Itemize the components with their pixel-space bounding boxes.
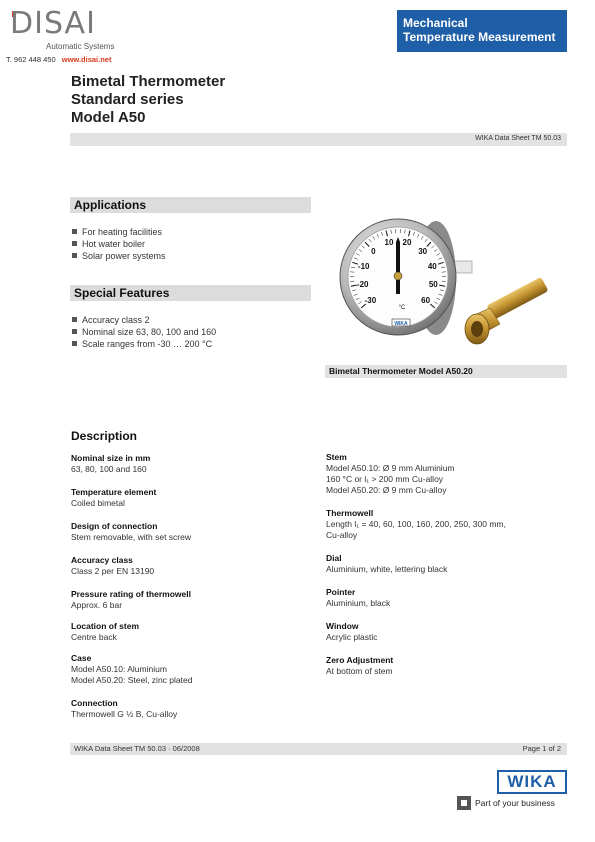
contact-line	[6, 55, 111, 64]
scale-label: 40	[427, 262, 437, 271]
pointer-hub	[394, 272, 402, 280]
spec-value: Model A50.10: Aluminium	[71, 664, 167, 674]
thermowell	[465, 277, 548, 344]
spec-label: Dial	[326, 553, 342, 563]
spec-value: Coiled bimetal	[71, 498, 125, 508]
spec-value: Model A50.20: Steel, zinc plated	[71, 675, 193, 685]
spec-label: Location of stem	[71, 621, 140, 631]
spec-label: Design of connection	[71, 521, 158, 531]
unit-label: °C	[398, 305, 406, 311]
scale-label: -20	[356, 279, 369, 289]
scale-label: 20	[402, 238, 412, 248]
image-caption: Bimetal Thermometer Model A50.20	[329, 366, 473, 376]
scale-label: 30	[418, 246, 428, 256]
spec-block	[71, 487, 192, 509]
spec-value: Model A50.10: Ø 9 mm Aluminium	[326, 463, 455, 473]
spec-block	[71, 555, 192, 577]
list-item: Scale ranges from -30 … 200 °C	[72, 338, 216, 350]
spec-block	[71, 621, 192, 643]
special-features-heading: Special Features	[74, 286, 170, 300]
spec-block	[326, 553, 506, 575]
footer-datasheet-ref: WIKA Data Sheet TM 50.03 · 06/2008	[74, 744, 200, 753]
list-item: Accuracy class 2	[72, 314, 216, 326]
spec-value: Stem removable, with set screw	[71, 532, 191, 542]
phone-number: T. 962 448 450	[6, 55, 56, 64]
applications-heading: Applications	[74, 198, 147, 212]
list-item: For heating facilities	[72, 226, 166, 238]
spec-label: Stem	[326, 452, 347, 462]
spec-value: Model A50.20: Ø 9 mm Cu-alloy	[326, 485, 447, 495]
footer-bar	[70, 743, 567, 755]
spec-label: Case	[71, 653, 92, 663]
spec-block	[71, 698, 192, 720]
scale-label: 50	[428, 279, 438, 289]
gauge-pointer	[396, 237, 400, 294]
spec-label: Temperature element	[71, 487, 157, 497]
spec-value: Centre back	[71, 632, 117, 642]
list-item: Nominal size 63, 80, 100 and 160	[72, 326, 216, 338]
spec-block	[71, 521, 192, 543]
spec-block	[71, 453, 192, 475]
spec-value: 160 °C or l₁ > 200 mm Cu-alloy	[326, 474, 444, 484]
spec-label: Window	[326, 621, 359, 631]
category-line-1: Mechanical	[403, 16, 468, 30]
wika-logo-text: WIKA	[507, 772, 557, 791]
datasheet-ref: WIKA Data Sheet TM 50.03	[475, 135, 561, 142]
spec-value: Cu-alloy	[326, 530, 358, 540]
description-right-column	[326, 452, 506, 677]
spec-label: Connection	[71, 698, 118, 708]
square-icon	[457, 796, 471, 810]
scale-label: -30	[364, 296, 377, 306]
list-item: Hot water boiler	[72, 238, 166, 250]
spec-label: Pressure rating of thermowell	[71, 589, 191, 599]
scale-label: 0	[371, 246, 376, 256]
page-number: Page 1 of 2	[522, 744, 561, 753]
spec-block	[71, 653, 192, 686]
spec-value: Acrylic plastic	[326, 632, 378, 642]
spec-value: Aluminium, black	[326, 598, 391, 608]
spec-label: Accuracy class	[71, 555, 133, 565]
website-link[interactable]: www.disai.net	[61, 55, 112, 64]
spec-value: Aluminium, white, lettering black	[326, 564, 448, 574]
spec-block	[326, 621, 506, 643]
category-banner	[397, 10, 567, 52]
description-heading: Description	[71, 429, 138, 443]
spec-block	[71, 589, 192, 611]
datasheet-bar	[70, 133, 567, 146]
logo-subtitle: Automatic Systems	[46, 42, 115, 51]
spec-block	[326, 508, 506, 541]
spec-block	[326, 587, 506, 609]
title-line-3: Model A50	[71, 109, 146, 126]
spec-label: Nominal size in mm	[71, 453, 151, 463]
scale-label: 10	[384, 238, 394, 248]
special-features-heading-bar	[70, 285, 311, 301]
list-item: Solar power systems	[72, 250, 166, 262]
special-features-list	[72, 314, 216, 350]
applications-list	[72, 226, 166, 262]
spec-value: 63, 80, 100 and 160	[71, 464, 147, 474]
wika-logo	[497, 770, 567, 794]
image-caption-bar	[325, 365, 567, 378]
spec-label: Zero Adjustment	[326, 655, 394, 665]
spec-value: Class 2 per EN 13190	[71, 566, 155, 576]
tagline-text: Part of your business	[475, 798, 555, 808]
spec-value: Approx. 6 bar	[71, 600, 123, 610]
spec-block	[326, 452, 506, 496]
category-line-2: Temperature Measurement	[403, 30, 556, 44]
description-left-column	[71, 453, 192, 720]
spec-value: Thermowell G ½ B, Cu-alloy	[71, 709, 178, 719]
dial-brand: WIKA	[394, 321, 408, 327]
tagline	[457, 796, 569, 810]
title-line-2: Standard series	[71, 91, 184, 108]
logo-word: DISAI	[10, 6, 96, 41]
title-line-1: Bimetal Thermometer	[71, 73, 226, 90]
spec-value: At bottom of stem	[326, 666, 393, 676]
spec-value: Length l₁ = 40, 60, 100, 160, 200, 250, 300 mm,	[326, 519, 506, 529]
thermometer-illustration	[330, 212, 562, 360]
spec-label: Thermowell	[326, 508, 374, 518]
scale-label: 60	[421, 296, 431, 306]
document-title	[71, 73, 225, 127]
spec-label: Pointer	[326, 587, 356, 597]
applications-heading-bar	[70, 197, 311, 213]
spec-block	[326, 655, 506, 677]
scale-label: -10	[357, 262, 370, 271]
